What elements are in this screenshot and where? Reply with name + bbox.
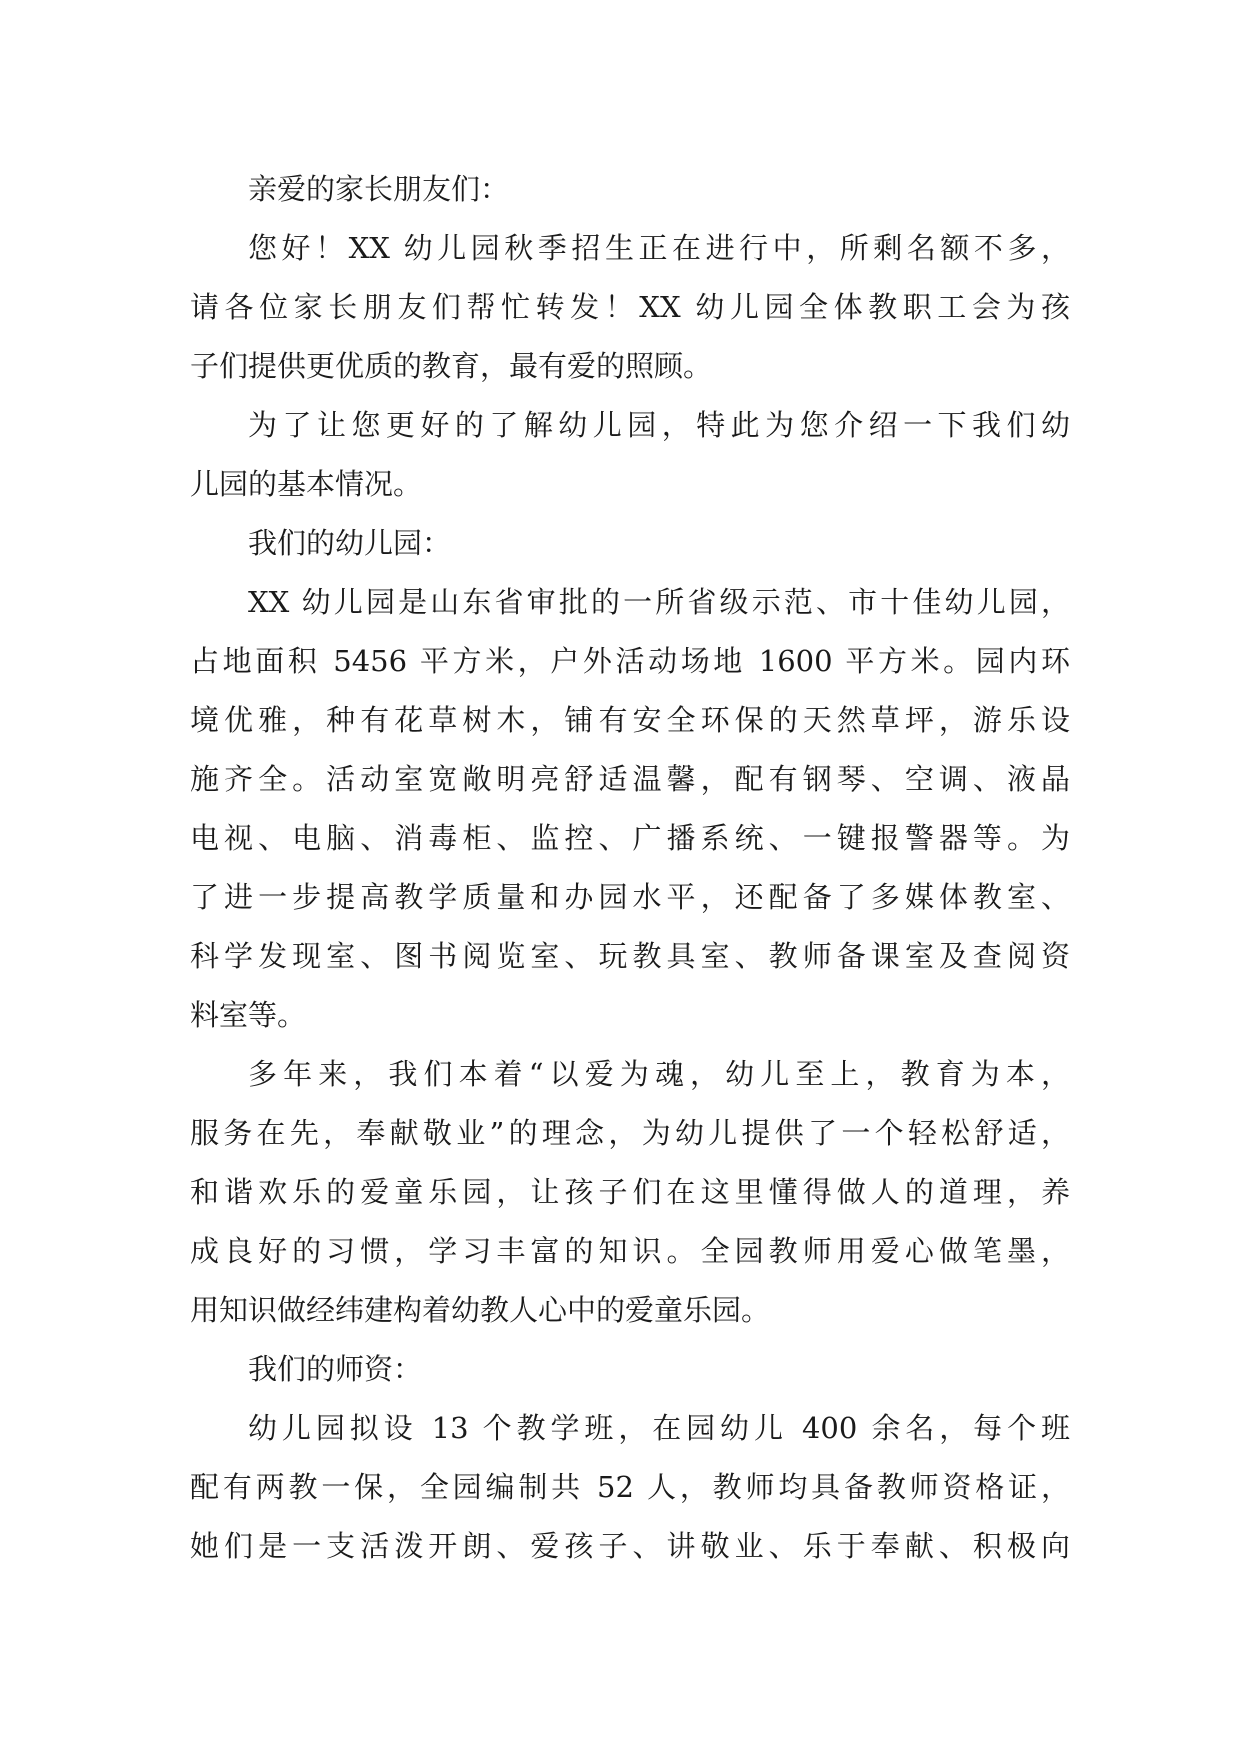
- text-line: 幼儿园拟设 13 个教学班，在园幼儿 400 余名，每个班: [248, 1411, 1070, 1445]
- text-line: 和谐欢乐的爱童乐园，让孩子们在这里懂得做人的道理，养: [190, 1175, 1070, 1209]
- text-line: 配有两教一保，全园编制共 52 人，教师均具备教师资格证，: [190, 1470, 1070, 1504]
- text-line: XX 幼儿园是山东省审批的一所省级示范、市十佳幼儿园，: [248, 585, 1070, 619]
- text-line: 境优雅，种有花草树木，铺有安全环保的天然草坪，游乐设: [190, 703, 1070, 737]
- text-line: 多年来，我们本着“以爱为魂，幼儿至上，教育为本，: [248, 1057, 1070, 1091]
- text-line: 科学发现室、图书阅览室、玩教具室、教师备课室及查阅资: [190, 939, 1070, 973]
- text-line: 您好！XX 幼儿园秋季招生正在进行中，所剩名额不多，: [248, 231, 1070, 265]
- text-line: 亲爱的家长朋友们：: [248, 172, 510, 206]
- text-line: 成良好的习惯，学习丰富的知识。全园教师用爱心做笔墨，: [190, 1234, 1070, 1268]
- text-line: 子们提供更优质的教育，最有爱的照顾。: [190, 349, 713, 383]
- text-line: 我们的师资：: [248, 1352, 423, 1386]
- text-line: 儿园的基本情况。: [190, 467, 423, 501]
- text-line: 她们是一支活泼开朗、爱孩子、讲敬业、乐于奉献、积极向: [190, 1529, 1070, 1563]
- text-line: 料室等。: [190, 998, 307, 1032]
- text-line: 请各位家长朋友们帮忙转发！XX 幼儿园全体教职工会为孩: [190, 290, 1070, 324]
- letter-body: [190, 160, 1070, 1576]
- text-line: 电视、电脑、消毒柜、监控、广播系统、一键报警器等。为: [190, 821, 1070, 855]
- text-line: 施齐全。活动室宽敞明亮舒适温馨，配有钢琴、空调、液晶: [190, 762, 1070, 796]
- text-line: 用知识做经纬建构着幼教人心中的爱童乐园。: [190, 1293, 771, 1327]
- text-line: 服务在先，奉献敬业”的理念，为幼儿提供了一个轻松舒适，: [190, 1116, 1070, 1150]
- text-line: 了进一步提高教学质量和办园水平，还配备了多媒体教室、: [190, 880, 1070, 914]
- text-line: 占地面积 5456 平方米，户外活动场地 1600 平方米。园内环: [190, 644, 1070, 678]
- text-line: 我们的幼儿园：: [248, 526, 452, 560]
- text-line: 为了让您更好的了解幼儿园，特此为您介绍一下我们幼: [248, 408, 1070, 442]
